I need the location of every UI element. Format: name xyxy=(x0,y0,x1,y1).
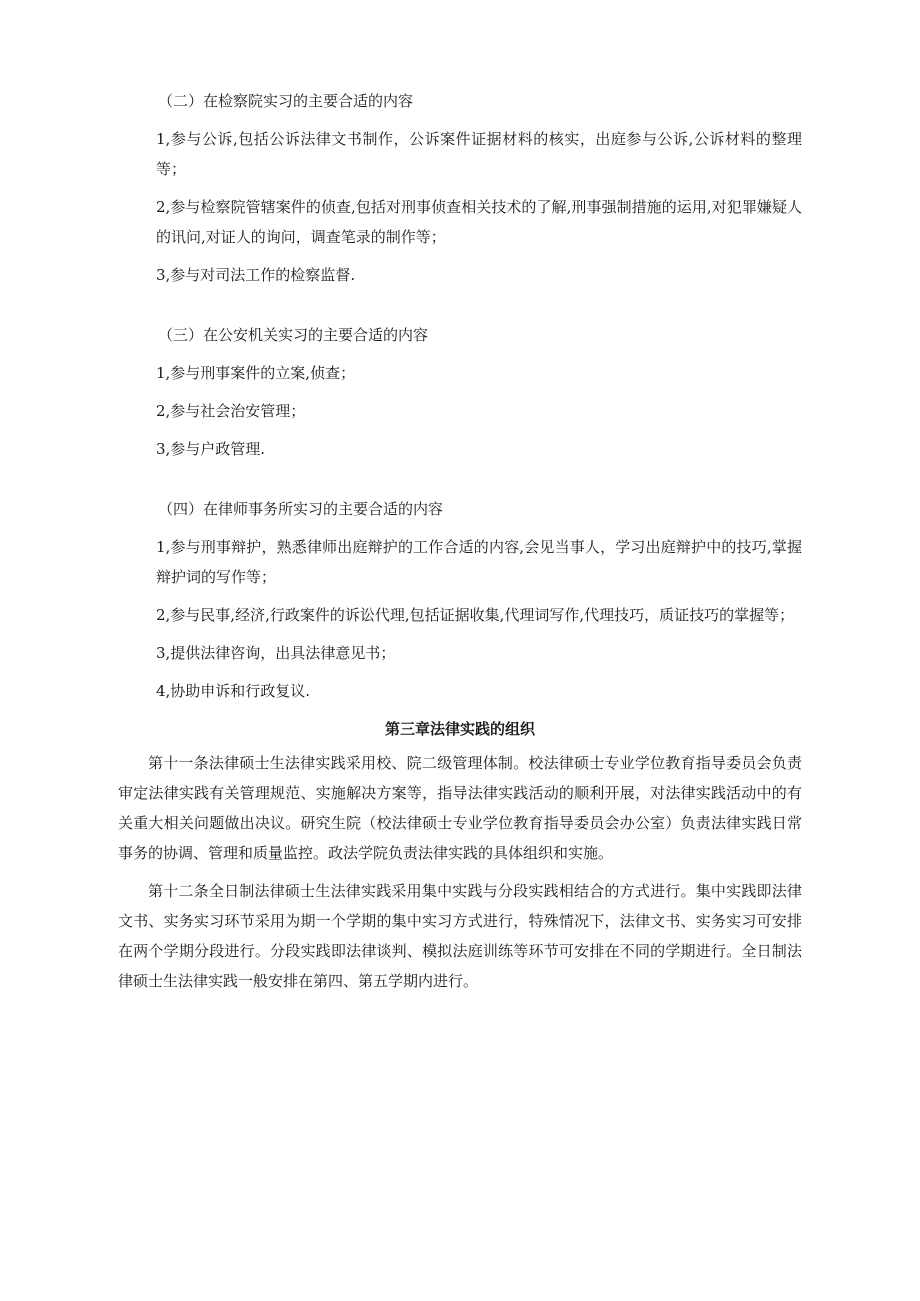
section-gap xyxy=(118,472,802,494)
section-heading: （四）在律师事务所实习的主要合适的内容 xyxy=(158,500,444,518)
list-item: 2,参与民事,经济,行政案件的诉讼代理,包括证据收集,代理词写作,代理技巧，质证技巧的掌握等； xyxy=(156,606,795,624)
list-item: 3,参与对司法工作的检察监督. xyxy=(156,266,356,284)
list-item: 1,参与公诉,包括公诉法律文书制作，公诉案件证据材料的核实，出庭参与公诉,公诉材料的整理等； xyxy=(156,130,802,178)
list-item: 1,参与刑事辩护，熟悉律师出庭辩护的工作合适的内容,会见当事人，学习出庭辩护中的技巧,掌握辩护词的写作等； xyxy=(156,538,802,586)
section-law-firm xyxy=(118,494,802,706)
section-gap xyxy=(118,298,802,320)
article-paragraph: 第十二条全日制法律硕士生法律实践采用集中实践与分段实践相结合的方式进行。集中实践即法律文书、实务实习环节采用为期一个学期的集中实习方式进行，特殊情况下，法律文书、实务实习可安排在两个学期分段进行。分段实践即法律谈判、模拟法庭训练等环节可安排在不同的学期进行。全日制法律硕士生法律实践一般安排在第四、第五学期内进行。 xyxy=(118,882,802,990)
list-item: 3,提供法律咨询，出具法律意见书； xyxy=(156,644,396,662)
section-procuratorate xyxy=(118,86,802,290)
chapter-title: 第三章法律实践的组织 xyxy=(384,720,535,738)
list-item: 3,参与户政管理. xyxy=(156,440,266,458)
chapter-three xyxy=(118,714,802,996)
list-item: 1,参与刑事案件的立案,侦查； xyxy=(156,364,356,382)
section-heading: （二）在检察院实习的主要合适的内容 xyxy=(158,92,414,110)
list-item: 4,协助申诉和行政复议. xyxy=(156,682,311,700)
section-heading: （三）在公安机关实习的主要合适的内容 xyxy=(158,326,429,344)
list-item: 2,参与检察院管辖案件的侦查,包括对刑事侦查相关技术的了解,刑事强制措施的运用,对犯罪嫌疑人的讯问,对证人的询问，调查笔录的制作等； xyxy=(156,198,802,246)
list-item: 2,参与社会治安管理； xyxy=(156,402,306,420)
section-public-security xyxy=(118,320,802,464)
article-paragraph: 第十一条法律硕士生法律实践采用校、院二级管理体制。校法律硕士专业学位教育指导委员会负责审定法律实践有关管理规范、实施解决方案等，指导法律实践活动的顺利开展，对法律实践活动中的有关重大相关问题做出决议。研究生院（校法律硕士专业学位教育指导委员会办公室）负责法律实践日常事务的协调、管理和质量监控。政法学院负责法律实践的具体组织和实施。 xyxy=(118,754,802,862)
